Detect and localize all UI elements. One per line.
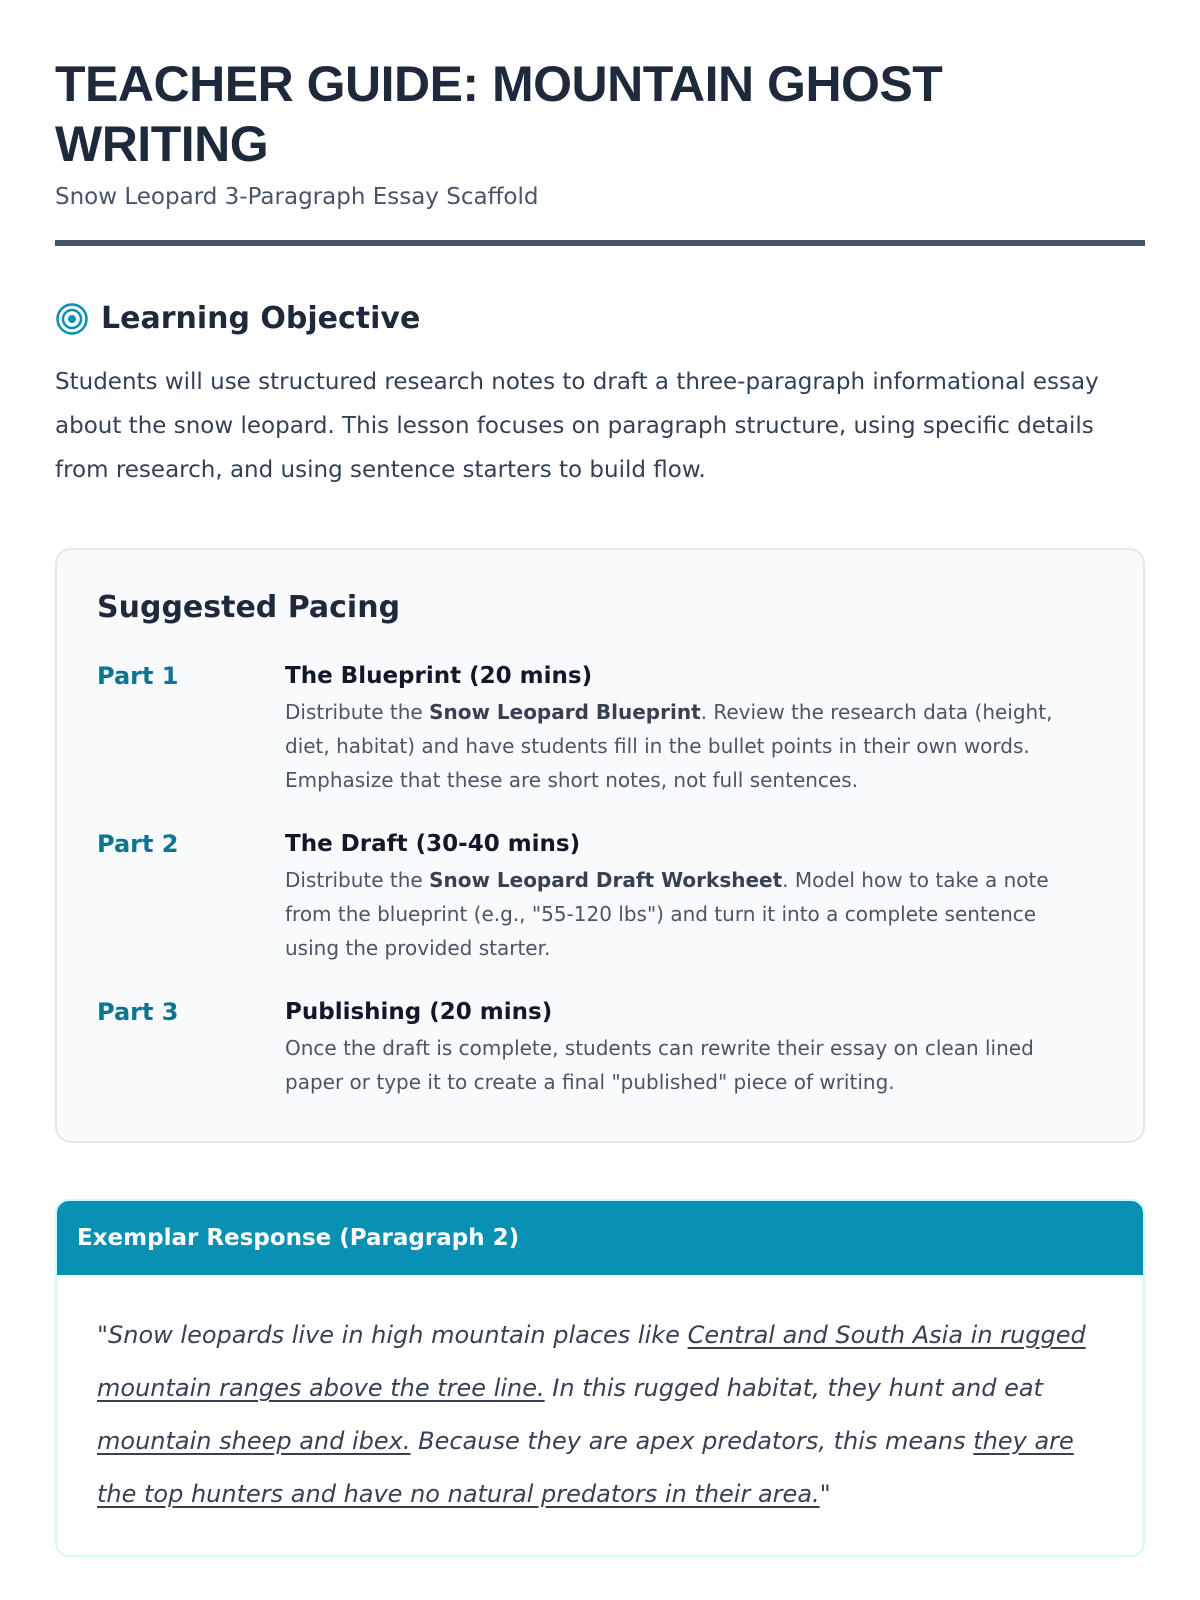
objective-header bbox=[55, 301, 1145, 336]
objective-text: Students will use structured research notes to draft a three-paragraph informational essay about the snow leopard. This lesson focuses on paragraph structure, using specific details from research, and using sentence starters to build flow. bbox=[55, 369, 1099, 483]
part-label: Part 3 bbox=[97, 998, 179, 1026]
part-desc-text: Once the draft is complete, students can rewrite their essay on clean lined paper or type it to create a final "published" piece of writing. bbox=[285, 1036, 1034, 1094]
part-desc-text: Distribute the bbox=[285, 868, 430, 892]
pacing-heading: Suggested Pacing bbox=[97, 590, 401, 625]
pacing-part bbox=[97, 829, 1103, 965]
pacing-part bbox=[97, 661, 1103, 797]
part-body bbox=[285, 661, 1103, 797]
part-description bbox=[285, 863, 1063, 965]
exemplar-segment: In this rugged habitat, they hunt and eat bbox=[544, 1374, 1043, 1402]
part-title: The Draft (30-40 mins) bbox=[285, 831, 581, 857]
part-label: Part 2 bbox=[97, 830, 179, 858]
page-subtitle: Snow Leopard 3-Paragraph Essay Scaffold bbox=[55, 184, 539, 210]
part-body bbox=[285, 829, 1103, 965]
exemplar-text bbox=[57, 1275, 1143, 1555]
exemplar-underlined-detail: they are the top hunters and have no natural predators in their area. bbox=[97, 1427, 1074, 1508]
exemplar-underlined-detail: mountain sheep and ibex. bbox=[97, 1427, 411, 1455]
objective-heading: Learning Objective bbox=[101, 301, 421, 336]
part-desc-emphasis: Snow Leopard Draft Worksheet bbox=[429, 868, 783, 892]
part-description bbox=[285, 1031, 1063, 1099]
part-title: The Blueprint (20 mins) bbox=[285, 663, 593, 689]
exemplar-card bbox=[55, 1199, 1145, 1557]
target-icon bbox=[55, 302, 89, 336]
exemplar-underlined-detail: Central and South Asia in rugged mountain ranges above the tree line. bbox=[97, 1321, 1086, 1402]
part-desc-text: . Review the research data (height, diet, habitat) and have students fill in the bullet points in their own words. Emphasize that these are short notes, not full sentences. bbox=[285, 700, 1053, 792]
title-divider bbox=[55, 240, 1145, 246]
exemplar-heading: Exemplar Response (Paragraph 2) bbox=[57, 1201, 1143, 1275]
part-body bbox=[285, 997, 1103, 1099]
exemplar-segment: " bbox=[819, 1480, 831, 1508]
part-label: Part 1 bbox=[97, 662, 179, 690]
page-title: TEACHER GUIDE: MOUNTAIN GHOST WRITING bbox=[55, 56, 943, 172]
exemplar-segment: "Snow leopards live in high mountain places like bbox=[97, 1321, 688, 1349]
part-title: Publishing (20 mins) bbox=[285, 999, 553, 1025]
exemplar-segment: Because they are apex predators, this means bbox=[410, 1427, 974, 1455]
part-desc-emphasis: Snow Leopard Blueprint bbox=[429, 700, 701, 724]
part-desc-text: . Model how to take a note from the blueprint (e.g., "55-120 lbs") and turn it into a complete sentence using the provided starter. bbox=[285, 868, 1049, 960]
pacing-card bbox=[55, 548, 1145, 1143]
part-description bbox=[285, 695, 1063, 797]
part-desc-text: Distribute the bbox=[285, 700, 430, 724]
pacing-part bbox=[97, 997, 1103, 1099]
